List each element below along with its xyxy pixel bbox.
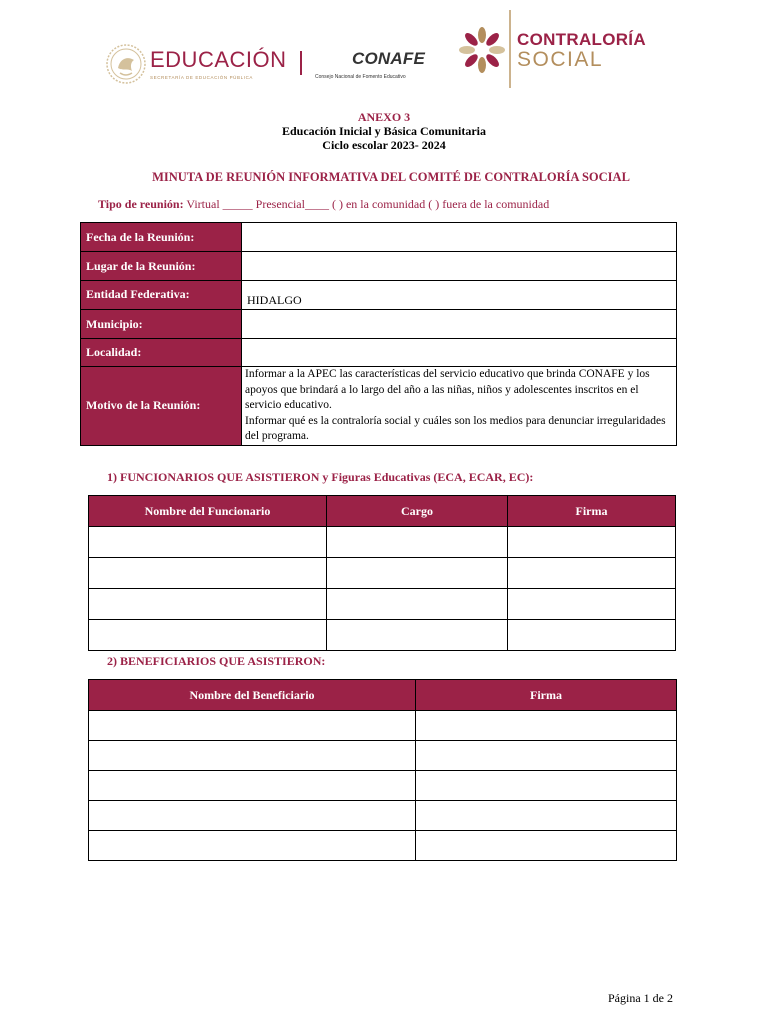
table-row xyxy=(81,310,677,339)
funcionarios-table xyxy=(88,495,676,651)
table-row xyxy=(89,741,677,771)
school-year: Ciclo escolar 2023- 2024 xyxy=(322,138,446,152)
table-cell[interactable] xyxy=(327,620,508,651)
entidad-label: Entidad Federativa: xyxy=(81,281,242,310)
table-row xyxy=(81,339,677,367)
table-row xyxy=(81,223,677,252)
table-cell[interactable] xyxy=(508,558,676,589)
conafe-logo-text: CONAFE xyxy=(352,49,425,68)
minuta-title: MINUTA DE REUNIÓN INFORMATIVA DEL COMITÉ DE CONTRALORÍA SOCIAL xyxy=(152,170,630,184)
motivo-field[interactable] xyxy=(242,367,677,446)
lugar-field[interactable] xyxy=(242,252,677,281)
column-header-firma: Firma xyxy=(416,680,677,711)
table-cell[interactable] xyxy=(89,558,327,589)
section-beneficiarios-title: 2) BENEFICIARIOS QUE ASISTIERON: xyxy=(107,654,326,668)
column-header-cargo: Cargo xyxy=(327,496,508,527)
page-number: Página 1 de 2 xyxy=(608,991,673,1005)
table-row xyxy=(89,589,676,620)
meeting-type-options: Virtual _____ Presencial____ ( ) en la comunidad ( ) fuera de la comunidad xyxy=(183,197,550,211)
motivo-text-1: Informar a la APEC las características del servicio educativo que brinda CONAFE y los apoyos que brindará a lo largo del año a las niñas, niños y adolescentes inscritos en el servicio educativo. xyxy=(245,368,650,411)
meeting-type-line xyxy=(98,197,549,212)
annex-title: ANEXO 3 xyxy=(357,110,411,124)
meeting-type-label: Tipo de reunión: xyxy=(98,197,184,211)
educacion-logo-subtext: SECRETARÍA DE EDUCACIÓN PÚBLICA xyxy=(150,75,254,80)
table-row xyxy=(81,367,677,446)
logo-divider xyxy=(300,51,302,75)
localidad-field[interactable] xyxy=(242,339,677,367)
motivo-text-2: Informar qué es la contraloría social y cuáles son los medios para denunciar irregularidades del programa. xyxy=(245,414,666,442)
table-cell[interactable] xyxy=(327,527,508,558)
table-cell[interactable] xyxy=(89,527,327,558)
table-row xyxy=(89,831,677,861)
table-cell[interactable] xyxy=(89,620,327,651)
table-cell[interactable] xyxy=(416,801,677,831)
table-cell[interactable] xyxy=(89,741,416,771)
conafe-logo-subtext: Consejo Nacional de Fomento Educativo xyxy=(315,74,406,80)
table-cell[interactable] xyxy=(508,589,676,620)
fecha-label: Fecha de la Reunión: xyxy=(81,223,242,252)
educacion-logo-text: EDUCACIÓN xyxy=(150,47,287,72)
table-row xyxy=(89,620,676,651)
contraloria-logo-line2: SOCIAL xyxy=(517,48,604,71)
table-cell[interactable] xyxy=(508,527,676,558)
contraloria-logo-line1: CONTRALORÍA xyxy=(517,30,646,49)
lugar-label: Lugar de la Reunión: xyxy=(81,252,242,281)
motivo-label: Motivo de la Reunión: xyxy=(81,367,242,446)
column-header-firma: Firma xyxy=(508,496,676,527)
column-header-nombre-funcionario: Nombre del Funcionario xyxy=(89,496,327,527)
entidad-field[interactable]: HIDALGO xyxy=(242,281,677,310)
municipio-field[interactable] xyxy=(242,310,677,339)
table-cell[interactable] xyxy=(327,589,508,620)
localidad-label: Localidad: xyxy=(81,339,242,367)
section-funcionarios-title: 1) FUNCIONARIOS QUE ASISTIERON y Figuras Educativas (ECA, ECAR, EC): xyxy=(107,470,534,484)
document-title xyxy=(0,110,768,152)
table-row xyxy=(89,527,676,558)
table-cell[interactable] xyxy=(89,771,416,801)
program-title: Educación Inicial y Básica Comunitaria xyxy=(281,124,487,138)
table-cell[interactable] xyxy=(327,558,508,589)
table-cell[interactable] xyxy=(416,711,677,741)
table-cell[interactable] xyxy=(416,831,677,861)
table-row xyxy=(89,771,677,801)
table-cell[interactable] xyxy=(508,620,676,651)
table-cell[interactable] xyxy=(416,741,677,771)
beneficiarios-table xyxy=(88,679,677,861)
table-row xyxy=(89,711,677,741)
table-cell[interactable] xyxy=(89,801,416,831)
table-header-row xyxy=(89,496,676,527)
table-row xyxy=(89,801,677,831)
fecha-field[interactable] xyxy=(242,223,677,252)
contraloria-divider xyxy=(509,10,511,88)
table-cell[interactable] xyxy=(89,831,416,861)
table-row xyxy=(81,252,677,281)
table-cell[interactable] xyxy=(89,589,327,620)
table-row xyxy=(89,558,676,589)
contraloria-social-icon xyxy=(456,8,508,88)
table-header-row xyxy=(89,680,677,711)
table-cell[interactable] xyxy=(416,771,677,801)
meeting-info-table xyxy=(80,222,677,446)
column-header-nombre-beneficiario: Nombre del Beneficiario xyxy=(89,680,416,711)
municipio-label: Municipio: xyxy=(81,310,242,339)
table-cell[interactable] xyxy=(89,711,416,741)
table-row xyxy=(81,281,677,310)
national-seal-logo xyxy=(106,44,146,84)
